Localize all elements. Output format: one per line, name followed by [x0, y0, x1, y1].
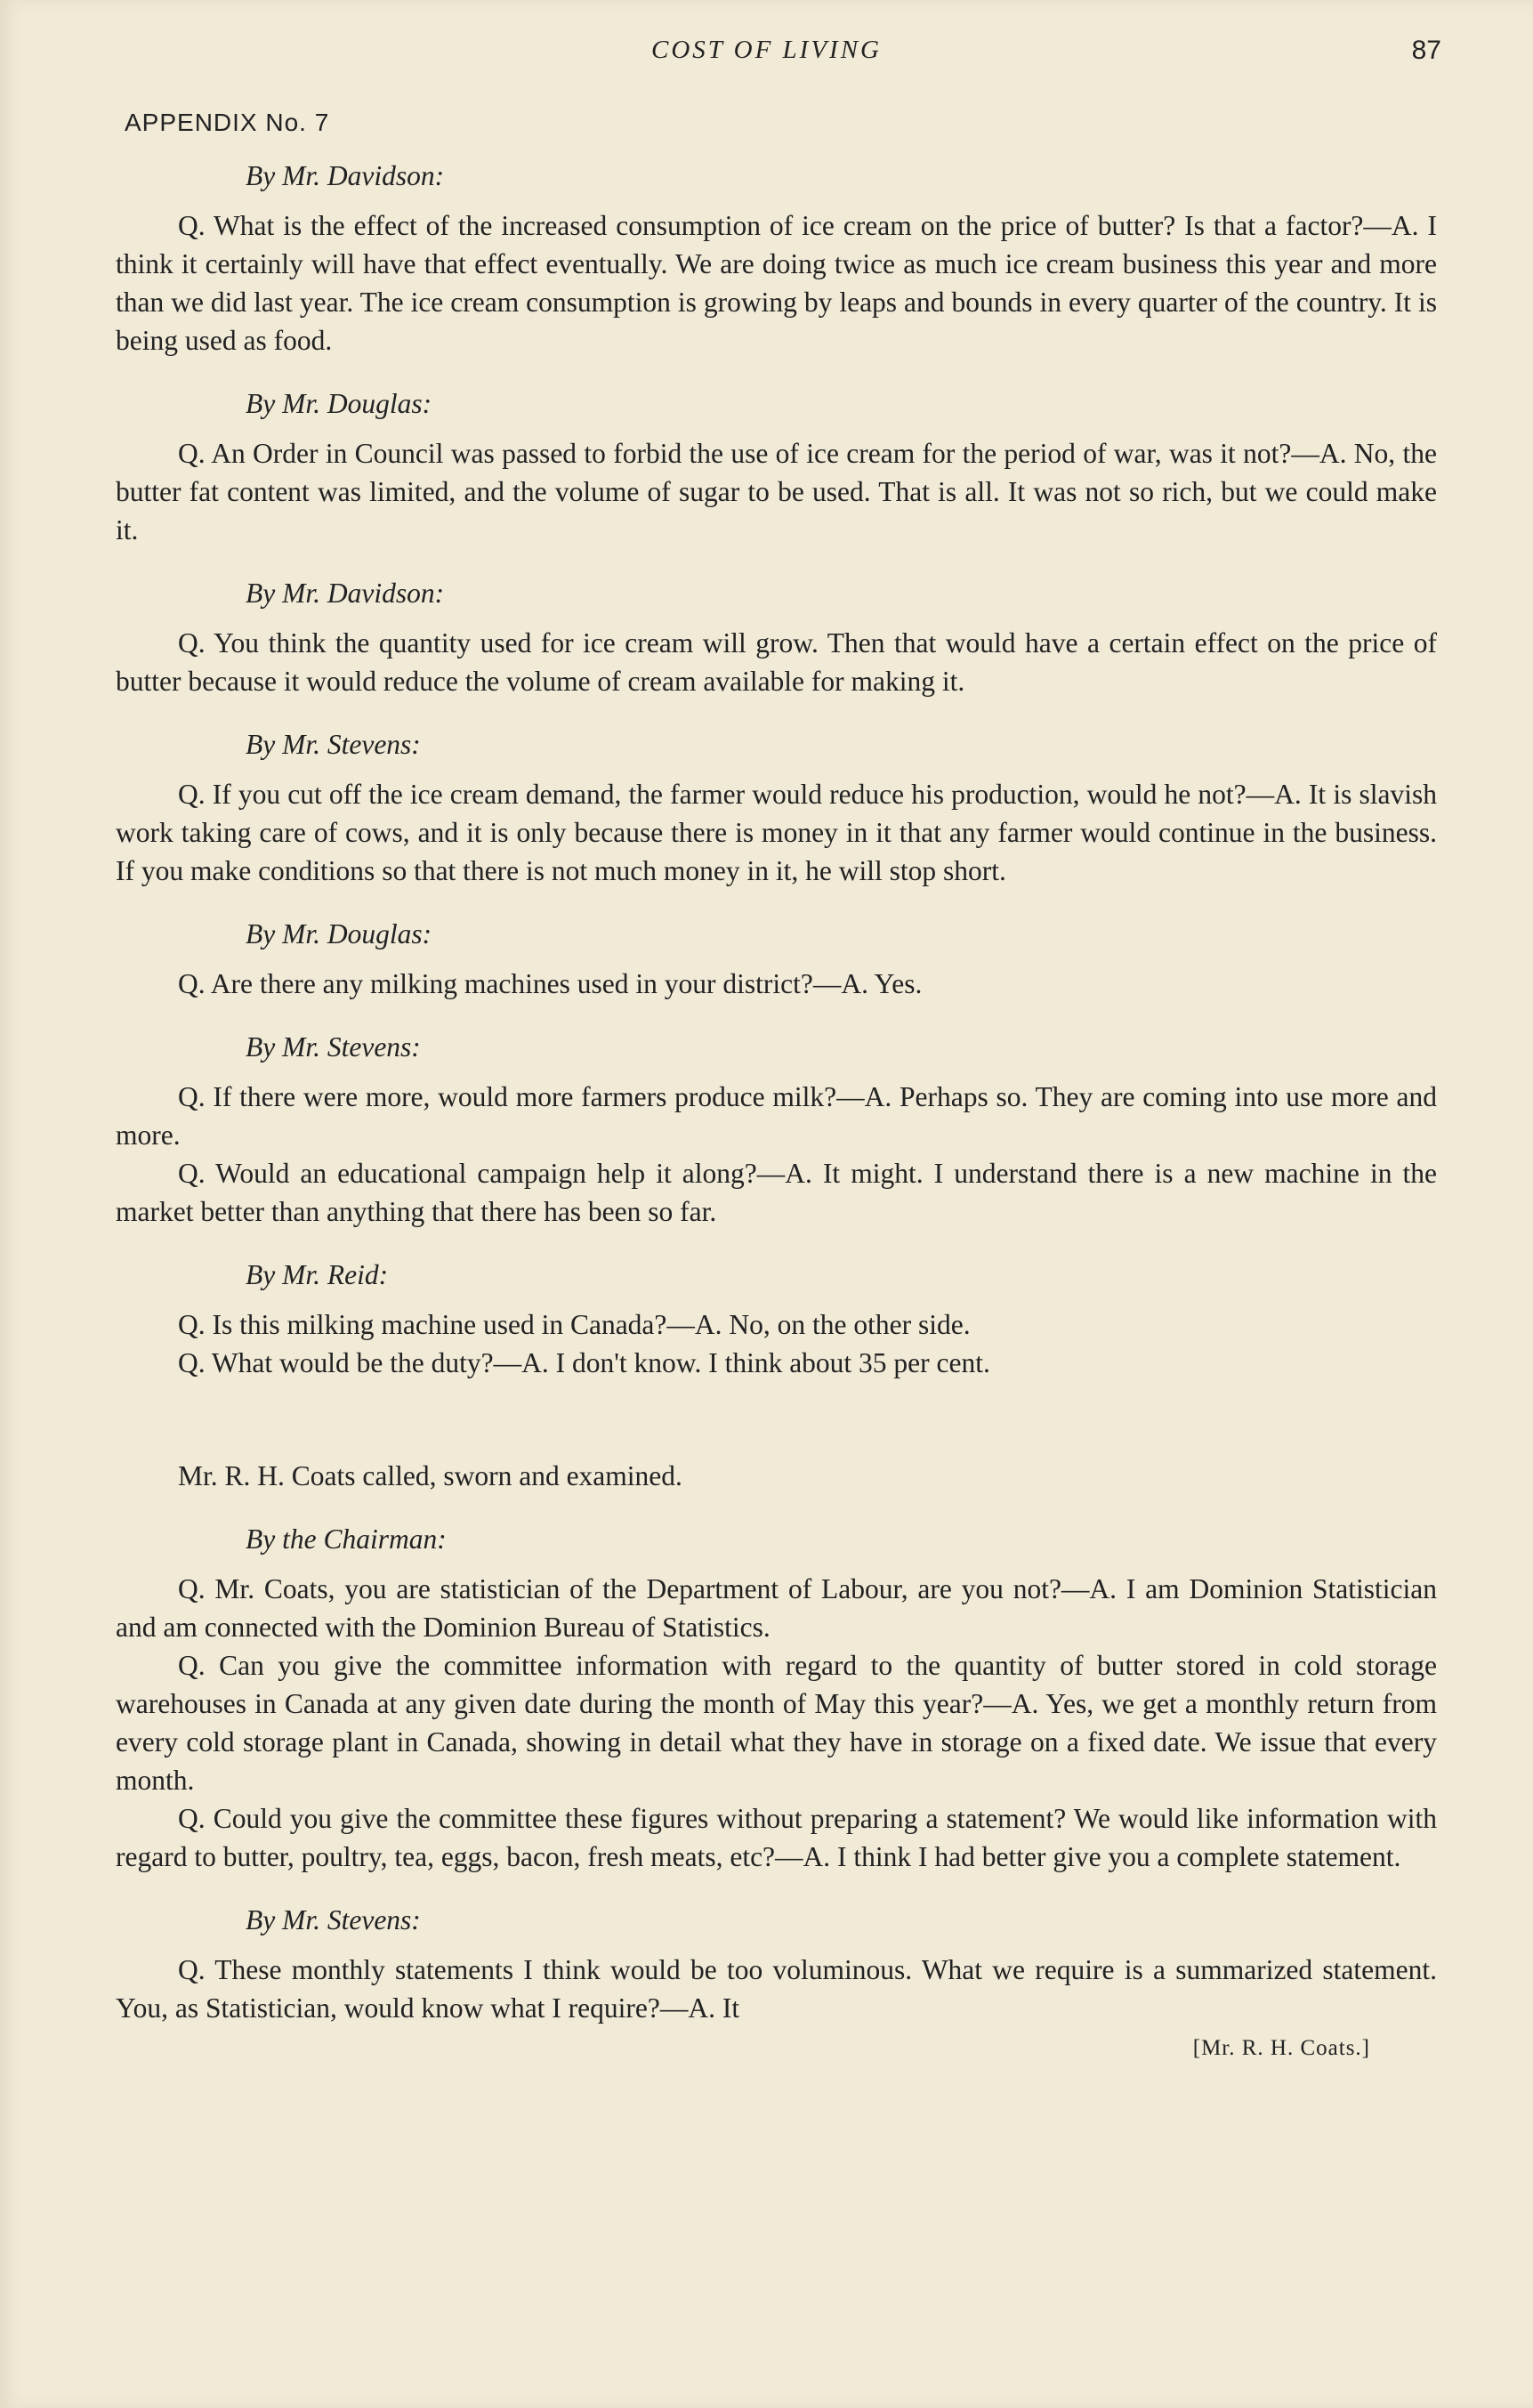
qa-paragraph: Q. Could you give the committee these figures without preparing a statement? We would like information with regard to butter, poultry, tea, eggs, bacon, fresh meats, etc?—A. I think I had better give you a complete statement.: [116, 1803, 1437, 1872]
speaker-heading: By Mr. Douglas:: [246, 388, 432, 419]
speaker-heading: By Mr. Stevens:: [246, 729, 421, 760]
witness-signature: [Mr. R. H. Coats.]: [1192, 2036, 1370, 2060]
qa-paragraph: Q. Mr. Coats, you are statistician of the Department of Labour, are you not?—A. I am Dominion Statistician and am connected with the Dominion Bureau of Statistics.: [116, 1573, 1437, 1643]
qa-paragraph: Q. Can you give the committee information with regard to the quantity of butter stored in cold storage warehouses in Canada at any given date during the month of May this year?—A. Yes, we get a monthly return from every cold storage plant in Canada, showing in detail what they have in storage on a fixed date. We issue that every month.: [116, 1650, 1437, 1796]
witness-intro: Mr. R. H. Coats called, sworn and examined.: [178, 1460, 682, 1491]
speaker-heading: By Mr. Davidson:: [246, 578, 445, 609]
qa-paragraph: Q. If you cut off the ice cream demand, the farmer would reduce his production, would he not?—A. It is slavish work taking care of cows, and it is only because there is money in it that any farmer would continue in the business. If you make conditions so that there is not much money in it, he will stop short.: [116, 779, 1437, 886]
speaker-heading: By Mr. Davidson:: [246, 160, 445, 191]
page-header: [0, 36, 1533, 80]
speaker-heading: By Mr. Reid:: [246, 1259, 389, 1290]
qa-paragraph: Q. What would be the duty?—A. I don't know. I think about 35 per cent.: [178, 1347, 990, 1378]
speaker-heading: By the Chairman:: [246, 1523, 447, 1555]
speaker-heading: By Mr. Stevens:: [246, 1904, 421, 1935]
page-number: 87: [1411, 36, 1441, 65]
qa-paragraph: Q. You think the quantity used for ice cream will grow. Then that would have a certain effect on the price of butter because it would reduce the volume of cream available for making it.: [116, 627, 1437, 697]
qa-paragraph: Q. If there were more, would more farmers produce milk?—A. Perhaps so. They are coming into use more and more.: [116, 1081, 1437, 1151]
qa-paragraph: Q. Would an educational campaign help it along?—A. It might. I understand there is a new machine in the market better than anything that there has been so far.: [116, 1158, 1437, 1227]
speaker-heading: By Mr. Douglas:: [246, 918, 432, 949]
qa-paragraph: Q. Are there any milking machines used in your district?—A. Yes.: [178, 968, 923, 999]
running-title: COST OF LIVING: [651, 36, 882, 64]
qa-paragraph: Q. Is this milking machine used in Canada?—A. No, on the other side.: [178, 1309, 971, 1340]
qa-paragraph: Q. An Order in Council was passed to forbid the use of ice cream for the period of war, was it not?—A. No, the butter fat content was limited, and the volume of sugar to be used. That is all. It was not so rich, but we could make it.: [116, 438, 1437, 545]
qa-paragraph: Q. These monthly statements I think would be too voluminous. What we require is a summarized statement. You, as Statistician, would know what I require?—A. It: [116, 1954, 1437, 2024]
testimony-body: [116, 157, 1437, 2067]
speaker-heading: By Mr. Stevens:: [246, 1031, 421, 1063]
qa-paragraph: Q. What is the effect of the increased consumption of ice cream on the price of butter? Is that a factor?—A. I think it certainly will have that effect eventually. We are doing twice as much ice cream business this year and more than we did last year. The ice cream consumption is growing by leaps and bounds in every quarter of the country. It is being used as food.: [116, 210, 1437, 356]
appendix-label: APPENDIX No. 7: [125, 109, 330, 136]
